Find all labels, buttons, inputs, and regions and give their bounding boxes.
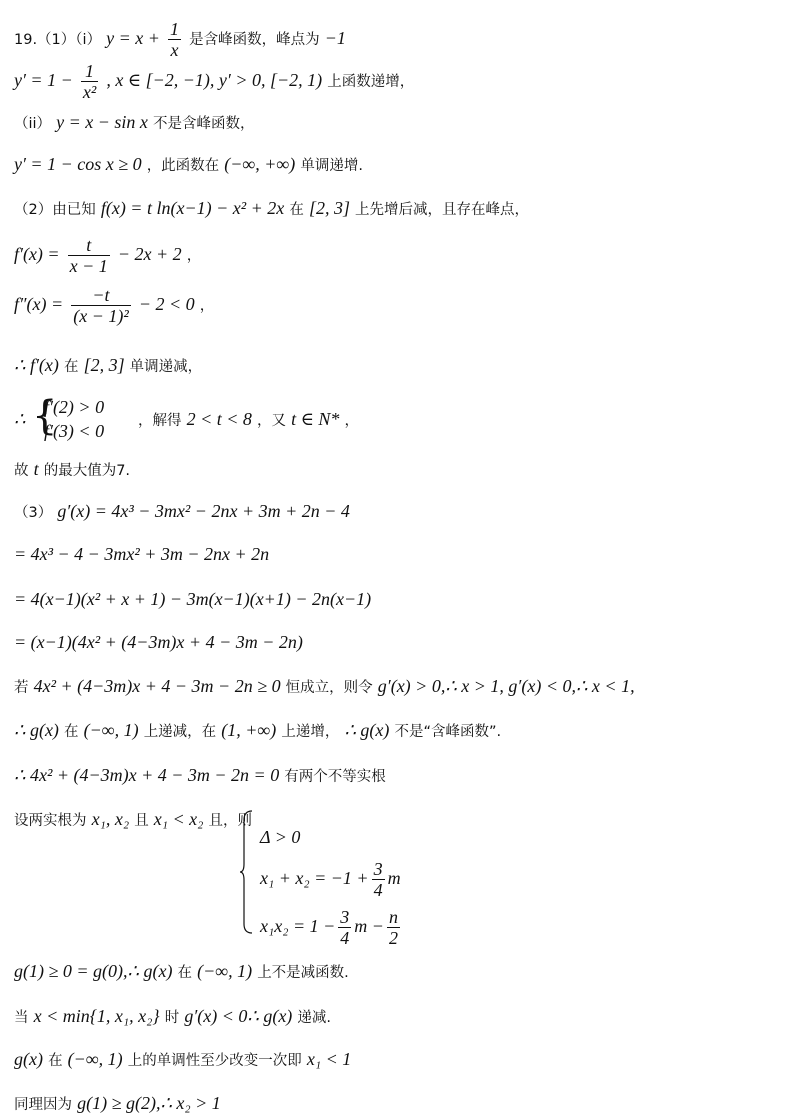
text: 在 xyxy=(64,724,79,740)
text: 设两实根为 xyxy=(14,813,87,829)
math: x₁ < x₂ xyxy=(153,809,204,829)
math: − 2x + 2 xyxy=(117,244,182,264)
fraction: $\frac{1}{x}$ xyxy=(170,19,180,60)
math: 4x² + (4−3m)x + 4 − 3m − 2n ≥ 0 xyxy=(33,676,281,696)
line-11 xyxy=(14,502,350,521)
text: 递减. xyxy=(297,1010,332,1026)
line-6 xyxy=(14,236,201,275)
math: (−∞, +∞) xyxy=(224,154,296,174)
math: x₁ + x₂ = −1 + $\frac{3}{4}$ m xyxy=(260,859,401,900)
text: 且，则 xyxy=(208,813,253,829)
text: 有两个不等实根 xyxy=(284,769,386,785)
text: 上函数递增， xyxy=(327,74,415,90)
math: (−∞, 1) xyxy=(197,961,253,981)
text: 上递增， xyxy=(281,724,340,740)
text: 在 xyxy=(63,359,79,375)
text: 若 xyxy=(14,680,29,696)
math: x₁x₂ = 1 − $\frac{3}{4}$ m − $\frac{n}{2}$ xyxy=(260,907,398,948)
line-3 xyxy=(14,113,255,132)
math: = (x−1)(4x² + (4−3m)x + 4 − 3m − 2n) xyxy=(14,632,303,652)
math: − 2 < 0 xyxy=(138,294,195,314)
math: t ∈ N* xyxy=(291,409,340,429)
line-12 xyxy=(14,545,269,563)
math: (−∞, 1) xyxy=(83,720,139,740)
text: 的最大值为7. xyxy=(43,463,131,479)
text: 不是含峰函数， xyxy=(153,116,255,132)
line-22 xyxy=(14,1094,221,1113)
line-16 xyxy=(14,721,501,740)
math: = 4(x−1)(x² + x + 1) − 3m(x−1)(x+1) − 2n(x−1) xyxy=(14,589,372,609)
text: 同理因为 xyxy=(14,1097,72,1113)
math: g(1) ≥ g(2),∴ x₂ > 1 xyxy=(77,1093,221,1113)
text: 在 xyxy=(177,965,193,981)
math: ∴ g(x) xyxy=(14,720,59,740)
text: 上递减，在 xyxy=(143,724,217,740)
math: g′(x) > 0,∴ x > 1, g′(x) < 0,∴ x < 1, xyxy=(377,676,635,696)
line-15 xyxy=(14,677,635,696)
line-4 xyxy=(14,155,363,174)
brace-icon xyxy=(240,810,254,935)
math: , x ∈ [−2, −1), y′ > 0, [−2, 1) xyxy=(106,70,323,90)
math: −1 xyxy=(324,28,346,48)
fraction: $\frac{-t}{\text{(x − 1)²}}$ xyxy=(73,285,129,326)
math: x₁, x₂ xyxy=(91,809,130,829)
math: t xyxy=(33,459,39,479)
text: ，解得 xyxy=(138,413,182,429)
brace-icon: { xyxy=(32,393,58,439)
math: g(1) ≥ 0 = g(0),∴ g(x) xyxy=(14,961,173,981)
math: g(x) xyxy=(14,1049,43,1069)
text: 上不是减函数. xyxy=(257,965,349,981)
text: 单调递增. xyxy=(300,158,363,174)
math: [2, 3] xyxy=(83,355,125,375)
text: 在 xyxy=(48,1053,63,1069)
text: ，又 xyxy=(256,413,286,429)
math: x₁ < 1 xyxy=(306,1049,352,1069)
text: 当 xyxy=(14,1010,29,1026)
text: 单调递减， xyxy=(129,359,203,375)
text: 不是“含峰函数”. xyxy=(394,724,502,740)
line-18 xyxy=(14,809,514,948)
text: 且 xyxy=(134,813,149,829)
math: f″(x) = xyxy=(14,294,64,314)
math: ∴ 4x² + (4−3m)x + 4 − 3m − 2n = 0 xyxy=(14,765,280,785)
math: f′(x) = xyxy=(14,244,60,264)
line-5 xyxy=(14,199,529,218)
line-13 xyxy=(14,590,371,608)
line-20 xyxy=(14,1007,331,1026)
text: （ii） xyxy=(14,116,52,132)
text: （2）由已知 xyxy=(14,202,96,218)
math: y′ = 1 − cos x ≥ 0 xyxy=(14,154,142,174)
text: ， xyxy=(186,248,202,264)
math: [2, 3] xyxy=(308,198,350,218)
math: 2 < t < 8 xyxy=(186,409,252,429)
text: 19.（1）（i） xyxy=(14,32,102,48)
line-7 xyxy=(14,286,214,325)
fraction: $\frac{1}{\text{x²}}$ xyxy=(82,61,97,102)
math: f′(2) > 0 xyxy=(44,397,105,417)
line-21 xyxy=(14,1050,351,1069)
text: ，此函数在 xyxy=(146,158,220,174)
line-14 xyxy=(14,633,303,651)
text: 恒成立，则令 xyxy=(285,680,373,696)
math: Δ > 0 xyxy=(260,827,301,847)
math: y = x − sin x xyxy=(56,112,148,132)
text: 故 xyxy=(14,463,29,479)
text: 在 xyxy=(289,202,304,218)
text: ， xyxy=(199,298,215,314)
math: (−∞, 1) xyxy=(67,1049,123,1069)
math: ∴ g(x) xyxy=(344,720,390,740)
text: （3） xyxy=(14,505,53,521)
math: ∴ xyxy=(14,409,26,429)
math: g′(x) = 4x³ − 3mx² − 2nx + 3m + 2n − 4 xyxy=(57,501,350,521)
math: y′ = 1 − xyxy=(14,70,73,90)
line-2 xyxy=(14,62,414,101)
text: 时 xyxy=(164,1010,180,1026)
text: 上的单调性至少改变一次即 xyxy=(127,1053,302,1069)
line-10 xyxy=(14,460,130,479)
line-1 xyxy=(14,20,346,59)
math: x < min{1, x₁, x₂} xyxy=(33,1006,160,1026)
math: y = x + xyxy=(106,28,160,48)
text: 是含峰函数，峰点为 xyxy=(189,32,320,48)
math: ∴ f′(x) xyxy=(14,355,59,375)
math: g′(x) < 0∴ g(x) xyxy=(184,1006,293,1026)
fraction: $\frac{t}{x - 1}$ xyxy=(69,235,108,276)
line-19 xyxy=(14,962,349,981)
math: f(x) = t ln(x−1) − x² + 2x xyxy=(100,198,285,218)
math: = 4x³ − 4 − 3mx² + 3m − 2nx + 2n xyxy=(14,544,270,564)
text: ， xyxy=(344,413,360,429)
math: (1, +∞) xyxy=(221,720,277,740)
line-17 xyxy=(14,766,386,785)
text: 上先增后减，且存在峰点， xyxy=(355,202,530,218)
math: f′(3) < 0 xyxy=(44,421,105,441)
line-8 xyxy=(14,356,202,375)
